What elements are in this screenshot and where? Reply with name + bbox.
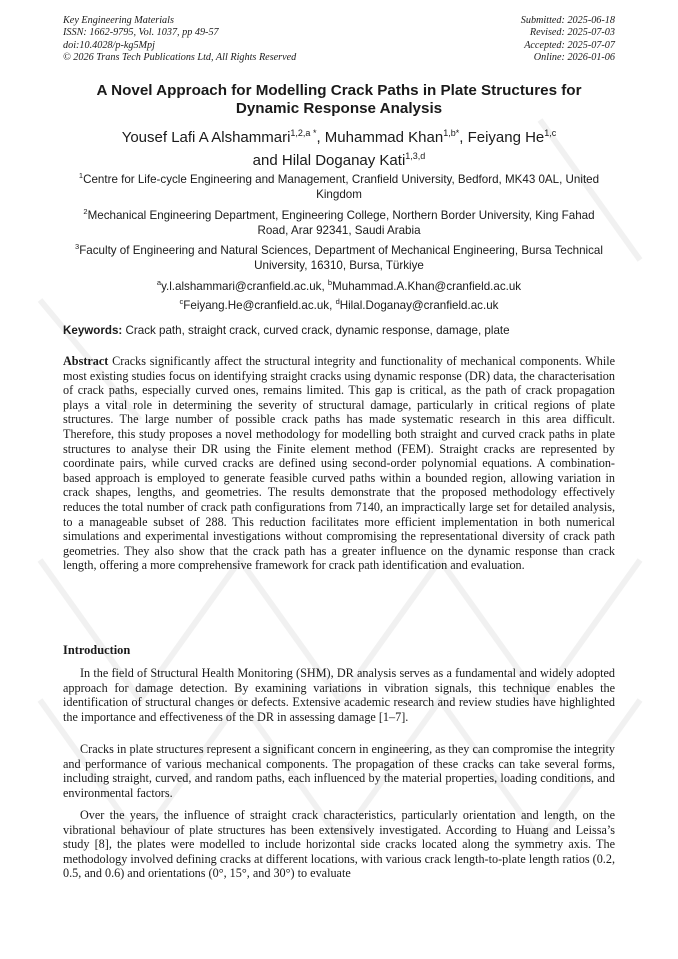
author-list — [63, 124, 615, 170]
date-accepted: Accepted: 2025-07-07 — [524, 39, 615, 51]
paper-title: A Novel Approach for Modelling Crack Paths in Plate Structures for Dynamic Response Analysis — [96, 82, 582, 117]
journal-name: Key Engineering Materials — [63, 15, 174, 26]
intro-paragraph-1: In the field of Structural Health Monitoring (SHM), DR analysis serves as a fundamental and widely adopted approach for damage detection. By examining variations in vibration signals, this technique enables the identification of structural changes or defects. Extensive academic research and review studies have highlighted the importance and effectiveness of the DR in assessing damage [1–7]. — [63, 666, 615, 724]
author-emails: $^a$y.l.alshammari@cranfield.ac.uk, $^b$Muhammad.A.Khan@cranfield.ac.uk $^c$Feiyang.He@cranfield.ac.uk, $^d$Hilal.Doganay@cranfield.ac.uk — [156, 278, 522, 312]
author-affiliation-marker: 1,b* — [443, 128, 460, 138]
author-name: Hilal Doganay Kati — [281, 152, 406, 169]
author-name: Feiyang He — [467, 129, 545, 146]
intro-paragraph-3: Over the years, the influence of straight crack characteristics, particularly orientation and length, on the vibrational behaviour of plate structures has been extensively investigated. According to Huang and Leissa’s study [8], the plates were modelled to include horizontal side cracks located along the symmetry axis. The methodology involved defining cracks at different locations, with various crack length-to-plate length ratios (0.2, 0.5, and 0.6) and orientations (0°, 15°, and 30°) to evaluate — [63, 808, 615, 881]
affiliation-1: $^1$Centre for Life-cycle Engineering and Management, Cranfield University, Bedford, MK43 0AL, United Kingdom — [78, 171, 600, 201]
affiliation-2: $^2$Mechanical Engineering Department, Engineering College, Northern Border University, King Fahad Road, Arar 92341, Saudi Arabia — [83, 207, 595, 237]
author-separator: and — [252, 152, 282, 169]
journal-info — [63, 15, 296, 65]
journal-doi: doi:10.4028/p-kg5Mpj — [63, 39, 155, 51]
journal-issn: ISSN: 1662-9795, Vol. 1037, pp 49-57 — [63, 27, 219, 39]
author-affiliation-marker: 1,c — [544, 128, 557, 138]
abstract — [63, 354, 615, 573]
abstract-text: Cracks significantly affect the structural integrity and functionality of mechanical components. While most existing studies focus on identifying straight cracks using dynamic response (DR) data, the characterisation of crack paths, especially curved ones, remains limited. This gap is critical, as the path of crack propagation plays a vital role in determining the severity of structural damage, particularly in critical regions of plate structures. The large number of possible crack paths has made systematic research in this area difficult. Therefore, this study proposes a novel methodology for modelling both straight and curved crack paths in plate structures to analyse their DR using the Finite element method (FEM). Straight cracks are represented by coordinate pairs, while curved cracks are defined using second-order polynomial equations. A combination-based approach is employed to generate feasible curved paths within a bounded region, allowing variation in crack shapes, lengths, and geometries. The results demonstrate that the proposed methodology effectively reduces the total number of crack path configurations from 7140, an impractically large set for detailed analysis, to a manageable subset of 288. This reduction facilitates more efficient implementation in both numerical simulations and experimental investigations without compromising the representational diversity of crack path geometries. They also show that the crack path has a greater influence on the dynamic response than crack length, offering a more comprehensive framework for crack path identification and evaluation. — [63, 354, 616, 573]
keywords — [63, 323, 615, 338]
author-name: Yousef Lafi A Alshammari — [121, 129, 291, 146]
abstract-label: Abstract — [63, 354, 109, 368]
email-link[interactable]: Hilal.Doganay@cranfield.ac.uk — [339, 298, 499, 312]
author-affiliation-marker: 1,2,a * — [290, 128, 317, 138]
author-separator: , — [316, 129, 325, 146]
author-separator: , — [459, 129, 468, 146]
email-link[interactable]: Muhammad.A.Khan@cranfield.ac.uk — [332, 279, 522, 293]
date-submitted: Submitted: 2025-06-18 — [520, 15, 615, 26]
author-affiliation-marker: 1,3,d — [405, 151, 426, 161]
email-link[interactable]: y.l.alshammari@cranfield.ac.uk — [161, 279, 322, 293]
keywords-label: Keywords: — [63, 324, 123, 337]
keywords-text: Crack path, straight crack, curved crack, dynamic response, damage, plate — [125, 324, 510, 337]
email-link[interactable]: Feiyang.He@cranfield.ac.uk — [183, 298, 330, 312]
affiliation-3: $^3$Faculty of Engineering and Natural Sciences, Department of Mechanical Engineering, Bursa Technical University, 16310, Bursa, Türkiye — [75, 242, 603, 272]
author-name: Muhammad Khan — [324, 129, 444, 146]
date-revised: Revised: 2025-07-03 — [529, 27, 615, 39]
publication-dates — [521, 15, 615, 65]
date-online: Online: 2026-01-06 — [533, 52, 615, 64]
introduction-heading: Introduction — [63, 643, 131, 657]
copyright-notice: © 2026 Trans Tech Publications Ltd, All Rights Reserved — [63, 52, 297, 64]
intro-paragraph-2: Cracks in plate structures represent a significant concern in engineering, as they can compromise the integrity and performance of various mechanical components. The propagation of these cracks can take several forms, including straight, curved, and random paths, each influenced by the material properties, loading conditions, and environmental factors. — [63, 742, 615, 800]
